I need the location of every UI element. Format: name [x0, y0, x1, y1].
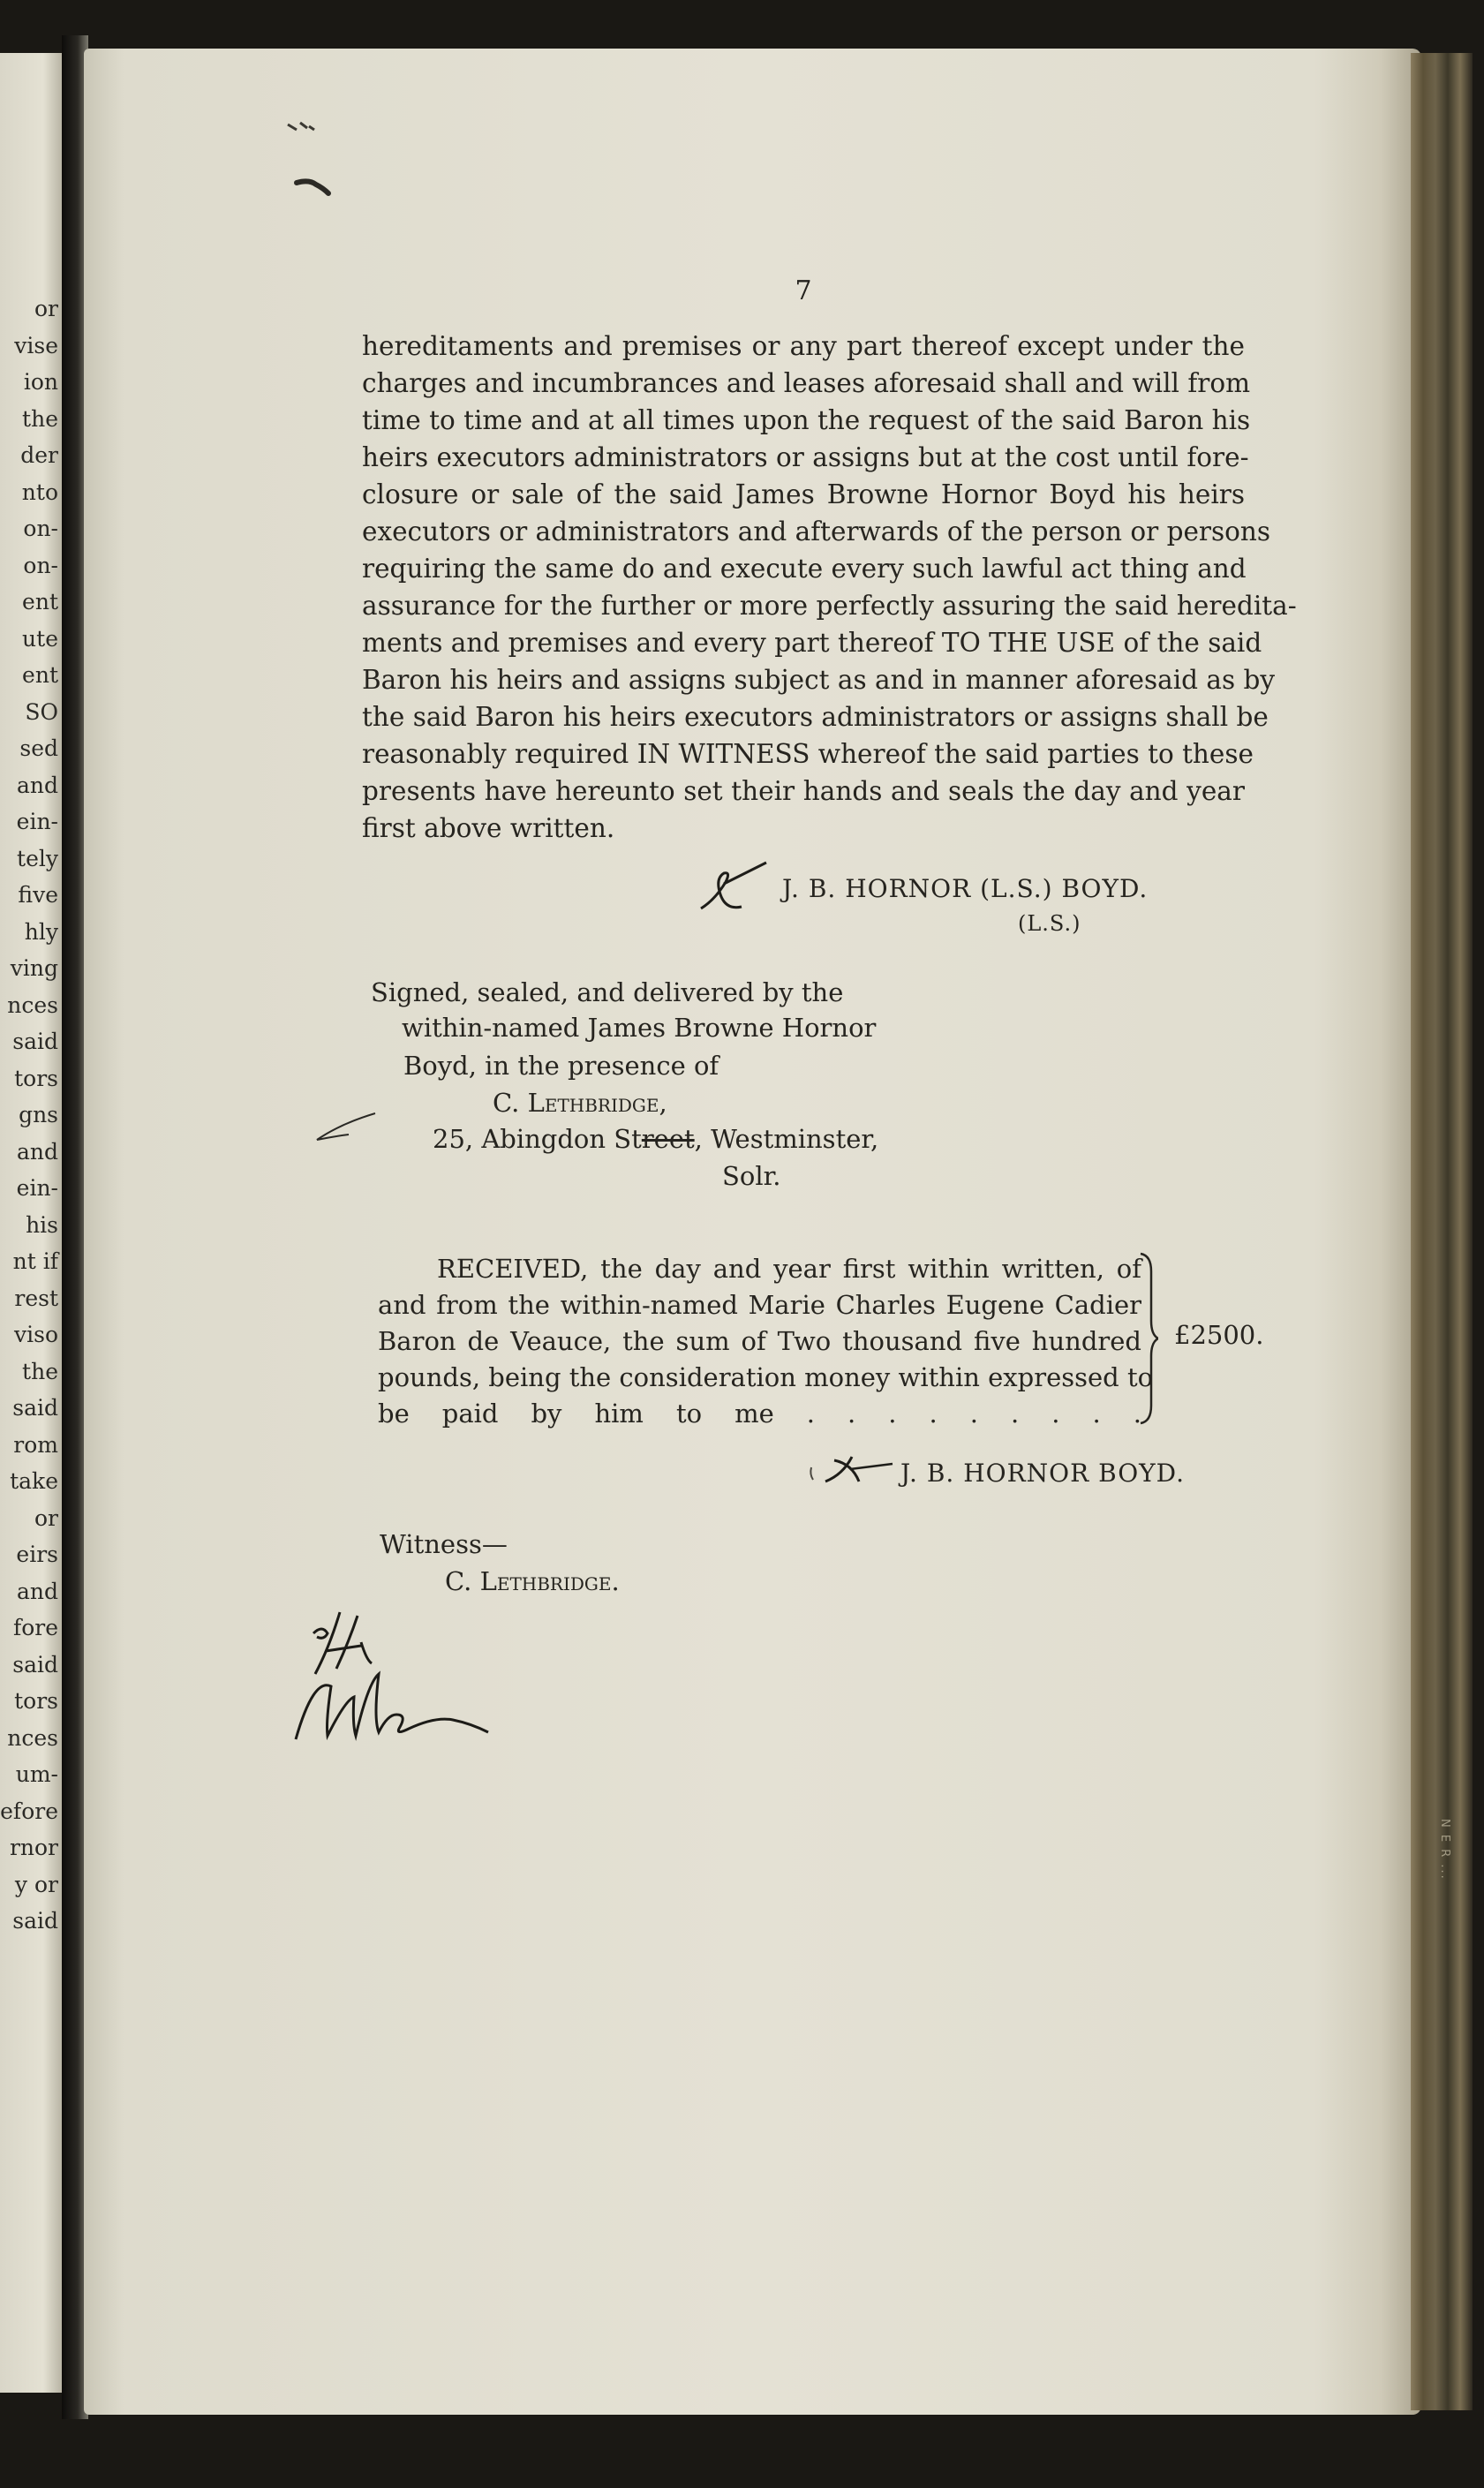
page-number: 7	[795, 275, 812, 306]
signature-x-mark	[697, 861, 777, 914]
receipt-signature: J. B. HORNOR BOYD.	[900, 1459, 1186, 1488]
facing-page-word: der	[20, 442, 58, 468]
facing-page-word: tors	[14, 1065, 58, 1091]
receipt-line: be paid by him to me . . . . . . . . .	[378, 1399, 1141, 1429]
body-line: executors or administrators and afterwards of the person or persons	[362, 516, 1271, 547]
body-line: presents have hereunto set their hands and seals the day and year	[362, 776, 1245, 806]
facing-page-word: and	[16, 772, 58, 798]
receipt-brace	[1139, 1252, 1158, 1425]
facing-page-word: said	[12, 1395, 58, 1421]
attestation-line-3: Boyd, in the presence of	[403, 1051, 719, 1081]
witness-name: C. Lethbridge.	[445, 1566, 620, 1596]
facing-page-word: or	[34, 296, 58, 321]
facing-page-word: or	[34, 1504, 58, 1531]
facing-page-word: and	[16, 1138, 58, 1165]
facing-page-word: ute	[22, 625, 58, 652]
facing-page-word: and	[16, 1578, 58, 1604]
receipt-line: pounds, being the consideration money within expressed to	[378, 1362, 1154, 1392]
handwritten-annotation	[287, 1607, 516, 1757]
receipt-line: RECEIVED, the day and year first within written, of	[437, 1254, 1141, 1284]
facing-page-word: take	[10, 1468, 58, 1494]
facing-page-word: tors	[14, 1688, 58, 1714]
body-line: hereditaments and premises or any part thereof except under the	[362, 331, 1245, 361]
receipt-x-mark	[808, 1448, 896, 1492]
facing-page-word: on-	[23, 552, 58, 578]
facing-page-word: nto	[21, 479, 58, 505]
facing-page-word: the	[22, 405, 58, 432]
facing-page-word: SO	[25, 698, 58, 725]
facing-page-word: nt if	[12, 1248, 58, 1274]
witness-address	[433, 1124, 878, 1154]
facing-page-word: ein-	[16, 809, 58, 834]
page-edge-stack	[1411, 53, 1473, 2410]
facing-page-word: said	[12, 1029, 58, 1054]
address-suffix: , Westminster,	[694, 1124, 879, 1154]
facing-page-word: rnor	[9, 1835, 58, 1860]
attesting-witness-name: C. Lethbridge,	[493, 1088, 667, 1118]
witness-title: Solr.	[722, 1161, 781, 1191]
facing-page-word: said	[12, 1908, 58, 1934]
facing-page-word: five	[18, 882, 58, 908]
grantor-signature: J. B. HORNOR (L.S.) BOYD.	[782, 874, 1149, 903]
body-line: ments and premises and every part thereof TO THE USE of the said	[362, 628, 1262, 658]
facing-page-word: said	[12, 1651, 58, 1678]
body-line: requiring the same do and execute every such lawful act thing and	[362, 554, 1247, 584]
address-prefix: 25, Abingdon St	[433, 1124, 642, 1154]
facing-page-word: um-	[15, 1761, 58, 1787]
body-line: time to time and at all times upon the request of the said Baron his	[362, 405, 1251, 435]
facing-page-word: vise	[14, 332, 58, 358]
body-line: Baron his heirs and assigns subject as and in manner aforesaid as by	[362, 665, 1276, 695]
facing-page-word: hly	[24, 918, 58, 945]
body-line: heirs executors administrators or assigns but at the cost until fore-	[362, 442, 1249, 472]
facing-page-word: his	[26, 1211, 58, 1238]
receipt-amount: £2500.	[1174, 1320, 1264, 1350]
facing-page-word: efore	[0, 1798, 58, 1824]
facing-page-word: tely	[17, 845, 58, 871]
body-line: closure or sale of the said James Browne Hornor Boyd his heirs	[362, 479, 1245, 509]
facing-page-word: sed	[19, 735, 58, 761]
pencil-tick-mark	[313, 1108, 384, 1143]
facing-page-word: viso	[14, 1322, 58, 1347]
facing-page-word: rom	[13, 1431, 58, 1458]
facing-page-word: on-	[23, 516, 58, 541]
body-line: first above written.	[362, 813, 615, 843]
facing-page-word: the	[22, 1358, 58, 1384]
seal-mark: (L.S.)	[1018, 911, 1081, 936]
facing-page-word: nces	[7, 991, 58, 1018]
receipt-line: Baron de Veauce, the sum of Two thousand five hundred	[378, 1326, 1141, 1356]
facing-page-word: gns	[19, 1102, 58, 1127]
facing-page-word: eirs	[16, 1542, 58, 1567]
facing-page-word: ion	[23, 369, 58, 395]
body-line: the said Baron his heirs executors administrators or assigns shall be	[362, 702, 1269, 732]
facing-page-word: y or	[14, 1871, 58, 1897]
receipt-line: and from the within-named Marie Charles Eugene Cadier	[378, 1290, 1141, 1320]
facing-page-word: ein-	[16, 1175, 58, 1201]
edge-label: N E R ...	[1438, 1819, 1451, 1881]
body-line: assurance for the further or more perfectly assuring the said heredita-	[362, 591, 1297, 621]
witness-label: Witness—	[380, 1529, 508, 1559]
document-page	[84, 49, 1421, 2415]
facing-page-word: ent	[22, 589, 58, 614]
address-struck: reet	[641, 1124, 695, 1154]
ink-smudge-marks	[282, 119, 353, 207]
attestation-line-1: Signed, sealed, and delivered by the	[371, 977, 844, 1007]
facing-page-word: fore	[12, 1615, 58, 1640]
facing-page-fragment	[0, 53, 62, 2393]
facing-page-word: rest	[14, 1285, 58, 1311]
facing-page-word: nces	[7, 1724, 58, 1751]
facing-page-word: ving	[10, 955, 58, 981]
attestation-line-2: within-named James Browne Hornor	[402, 1013, 877, 1043]
facing-page-word: ent	[22, 662, 58, 688]
body-line: charges and incumbrances and leases aforesaid shall and will from	[362, 368, 1251, 398]
body-line: reasonably required IN WITNESS whereof the said parties to these	[362, 739, 1254, 769]
